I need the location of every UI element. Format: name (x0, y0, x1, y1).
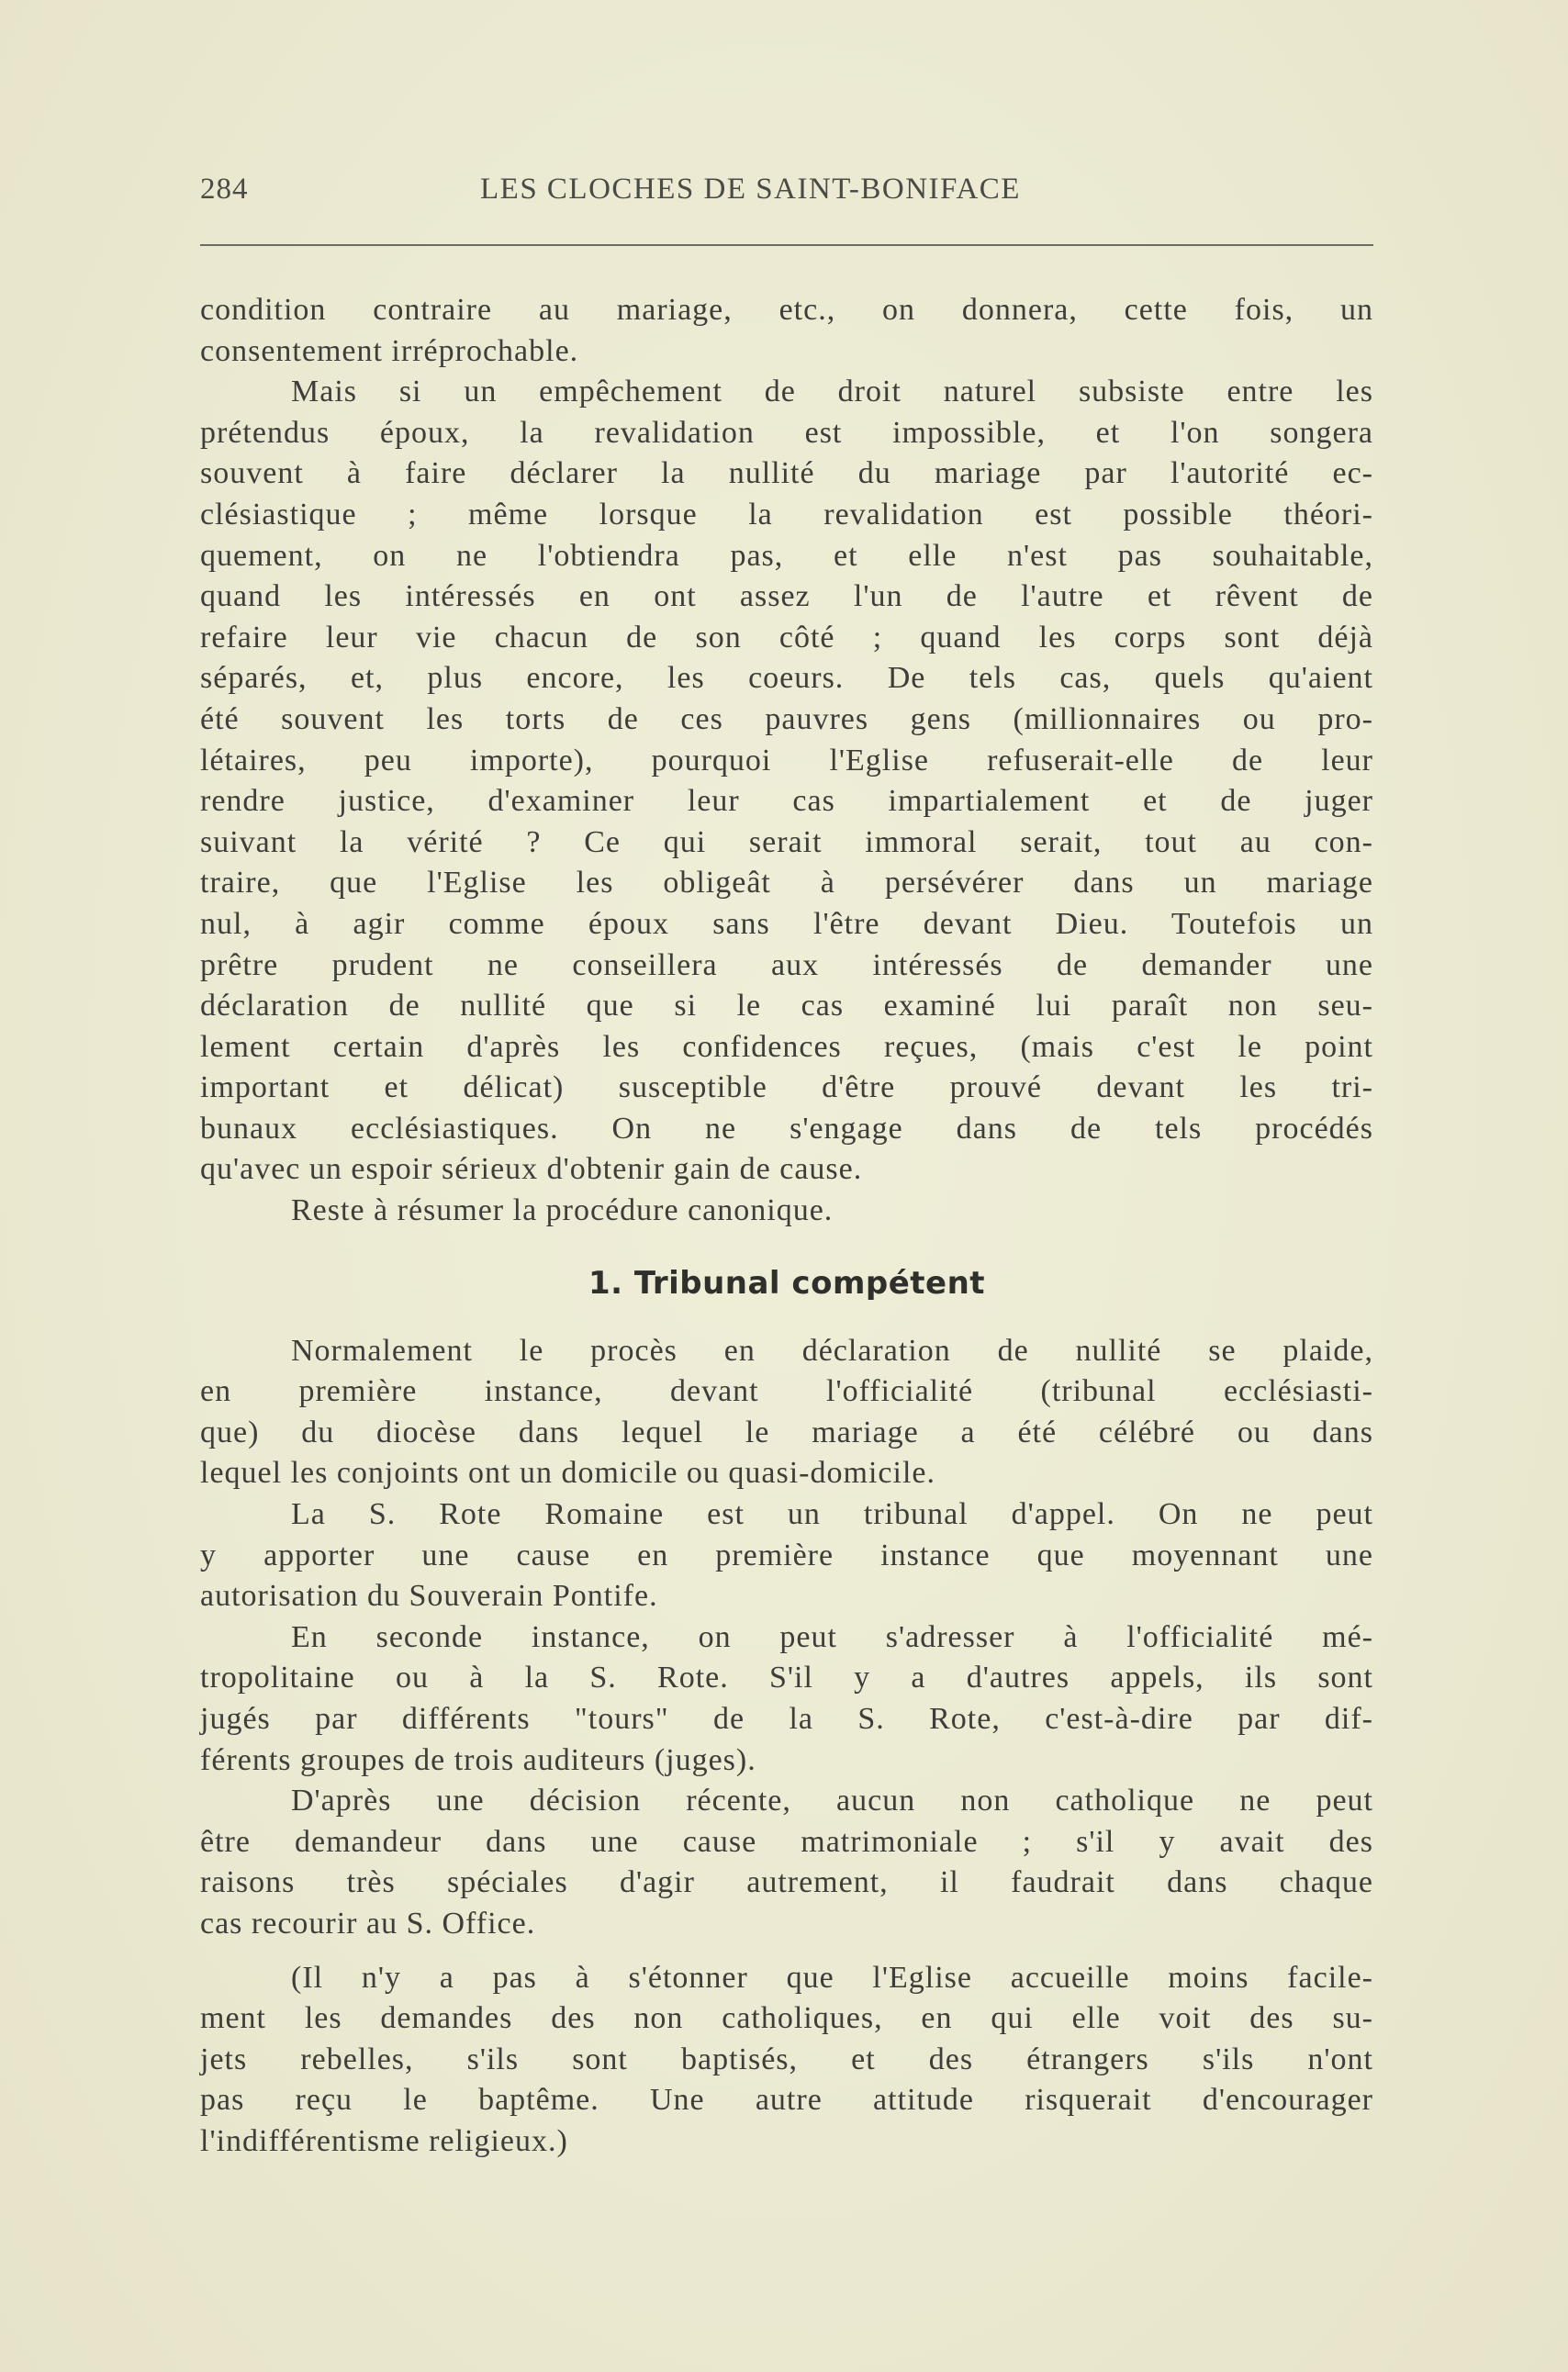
text-line: séparés, et, plus encore, les coeurs. De tels cas, quels qu'aient (200, 661, 1373, 696)
paragraph (200, 290, 1373, 372)
paragraph (200, 1494, 1373, 1617)
text-line: prétendus époux, la revalidation est impossible, et l'on songera (200, 415, 1373, 450)
text-line: consentement irréprochable. (200, 333, 579, 368)
running-title: LES CLOCHES DE SAINT-BONIFACE (480, 173, 1021, 206)
text-line: autorisation du Souverain Pontife. (200, 1579, 658, 1614)
text-line: quand les intéressés en ont assez l'un de l'autre et rêvent de (200, 579, 1373, 614)
text-line: Mais si un empêchement de droit naturel subsiste entre les (291, 375, 1373, 409)
text-line: l'indifférentisme religieux.) (200, 2123, 568, 2158)
text-line: tropolitaine ou à la S. Rote. S'il y a d'autres appels, ils sont (200, 1661, 1373, 1695)
text-line: (Il n'y a pas à s'étonner que l'Eglise accueille moins facile- (291, 1960, 1373, 1995)
text-line: D'après une décision récente, aucun non catholique ne peut (291, 1784, 1373, 1818)
text-line: ment les demandes des non catholiques, en qui elle voit des su- (200, 2001, 1373, 2036)
text-line: jets rebelles, s'ils sont baptisés, et des étrangers s'ils n'ont (200, 2042, 1373, 2076)
text-line: qu'avec un espoir sérieux d'obtenir gain de cause. (200, 1152, 863, 1187)
text-line: La S. Rote Romaine est un tribunal d'appel. On ne peut (291, 1497, 1373, 1532)
text-line: lequel les conjoints ont un domicile ou quasi-domicile. (200, 1456, 935, 1491)
paragraph (200, 1191, 1373, 1232)
section-heading: 1. Tribunal compétent (588, 1264, 986, 1302)
text-line: nul, à agir comme époux sans l'être devant Dieu. Toutefois un (200, 906, 1373, 941)
text-line: être demandeur dans une cause matrimoniale ; s'il y avait des (200, 1824, 1373, 1859)
text-line: lement certain d'après les confidences reçues, (mais c'est le point (200, 1029, 1373, 1064)
text-line: Normalement le procès en déclaration de nullité se plaide, (291, 1333, 1373, 1368)
header-rule (200, 244, 1373, 246)
text-line: refaire leur vie chacun de son côté ; quand les corps sont déjà (200, 620, 1373, 655)
text-line: que) du diocèse dans lequel le mariage a été célébré ou dans (200, 1415, 1373, 1449)
text-line: souvent à faire déclarer la nullité du mariage par l'autorité ec- (200, 456, 1373, 491)
text-line: traire, que l'Eglise les obligeât à persévérer dans un mariage (200, 866, 1373, 901)
text-line: cas recourir au S. Office. (200, 1906, 536, 1941)
text-line: en première instance, devant l'officialité (tribunal ecclésiasti- (200, 1374, 1373, 1409)
text-line: rendre justice, d'examiner leur cas impartialement et de juger (200, 784, 1373, 819)
text-line: prêtre prudent ne conseillera aux intéressés de demander une (200, 947, 1373, 982)
text-line: jugés par différents "tours" de la S. Rote, c'est-à-dire par dif- (200, 1702, 1373, 1736)
text-line: férents groupes de trois auditeurs (juges). (200, 1742, 756, 1777)
text-line: bunaux ecclésiastiques. On ne s'engage dans de tels procédés (200, 1111, 1373, 1146)
text-line: important et délicat) susceptible d'être prouvé devant les tri- (200, 1070, 1373, 1105)
text-line: y apporter une cause en première instance que moyennant une (200, 1538, 1373, 1572)
paragraph (200, 1781, 1373, 1944)
page-body (200, 290, 1373, 2163)
text-line: Reste à résumer la procédure canonique. (291, 1193, 834, 1228)
paragraph (200, 1958, 1373, 2163)
paragraph-gap (200, 1945, 1373, 1958)
paragraph (200, 372, 1373, 1191)
text-line: clésiastique ; même lorsque la revalidation est possible théori- (200, 497, 1373, 531)
paragraph (200, 1617, 1373, 1781)
text-line: condition contraire au mariage, etc., on donnera, cette fois, un (200, 293, 1373, 327)
page-header (200, 173, 1375, 209)
text-line: suivant la vérité ? Ce qui serait immoral serait, tout au con- (200, 824, 1373, 859)
text-line: été souvent les torts de ces pauvres gens (millionnaires ou pro- (200, 701, 1373, 736)
text-line: En seconde instance, on peut s'adresser à l'officialité mé- (291, 1619, 1373, 1654)
text-line: pas reçu le baptême. Une autre attitude risquerait d'encourager (200, 2083, 1373, 2118)
text-line: raisons très spéciales d'agir autrement, il faudrait dans chaque (200, 1865, 1373, 1900)
text-line: déclaration de nullité que si le cas examiné lui paraît non seu- (200, 989, 1373, 1024)
text-line: létaires, peu importe), pourquoi l'Eglise refuserait-elle de leur (200, 743, 1373, 778)
text-line: quement, on ne l'obtiendra pas, et elle n'est pas souhaitable, (200, 538, 1373, 573)
paragraph (200, 1331, 1373, 1494)
page-number: 284 (200, 173, 249, 206)
